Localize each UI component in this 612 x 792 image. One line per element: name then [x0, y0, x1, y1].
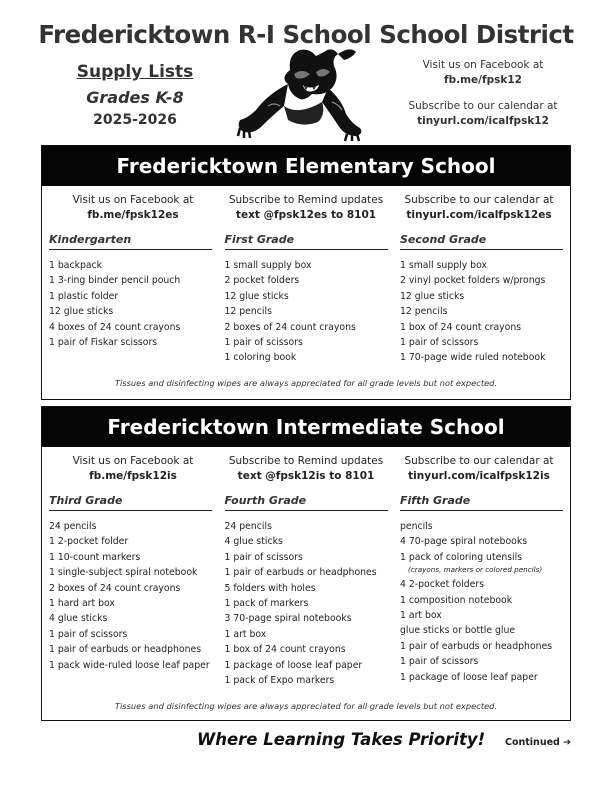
list-item: 1 coloring book [224, 352, 297, 364]
list-item: 1 composition notebook [400, 594, 513, 606]
grade-heading: First Grade [225, 233, 388, 250]
contact-text: Subscribe to Remind updates [228, 455, 384, 467]
intermediate-calendar [394, 454, 564, 484]
contact-link[interactable]: text @fpsk12es to 8101 [235, 209, 377, 221]
list-item: 1 box of 24 count crayons [400, 321, 522, 333]
list-item: 4 boxes of 24 count crayons [49, 321, 181, 333]
list-item: 1 small supply box [224, 260, 312, 271]
facebook-text: Visit us on Facebook at [422, 59, 544, 71]
list-item: 4 glue sticks [49, 613, 108, 625]
list-item: 24 pencils [224, 521, 272, 532]
kindergarten-list [49, 233, 212, 366]
elementary-school-title: Fredericktown Elementary School [42, 146, 570, 186]
list-item: 5 folders with holes [224, 582, 316, 594]
list-item-note: (crayons, markers or colored pencils) [408, 565, 543, 575]
elementary-school-section [41, 145, 571, 400]
list-item: 1 pack of coloring utensils [400, 551, 523, 563]
list-item: 12 glue sticks [224, 290, 289, 302]
list-item: 1 pack of Expo markers [224, 675, 335, 687]
facebook-link[interactable]: fb.me/fpsk12 [444, 74, 522, 86]
list-item: 1 hard art box [49, 598, 115, 610]
list-item: 1 plastic folder [49, 290, 119, 302]
list-item: 1 package of loose leaf paper [400, 671, 538, 683]
intermediate-school-title: Fredericktown Intermediate School [42, 407, 570, 447]
calendar-text: Subscribe to our calendar at [408, 100, 558, 112]
contact-link[interactable]: fb.me/fpsk12is [89, 470, 177, 482]
list-item: 2 boxes of 24 count crayons [49, 582, 181, 594]
school-year: 2025-2026 [93, 112, 177, 128]
list-item: 1 3-ring binder pencil pouch [49, 275, 181, 287]
district-contact-info [398, 58, 568, 129]
list-item: 2 boxes of 24 count crayons [224, 321, 356, 333]
grade-heading: Fourth Grade [225, 494, 388, 511]
list-item: 1 pack wide-ruled loose leaf paper [49, 659, 210, 671]
list-item: 1 pair of scissors [224, 337, 303, 349]
list-item: 4 70-page spiral notebooks [400, 536, 528, 548]
list-item: 1 pair of earbuds or headphones [224, 567, 377, 579]
list-item: 1 pair of earbuds or headphones [49, 644, 202, 656]
contact-link[interactable]: tinyurl.com/icalfpsk12is [408, 470, 550, 482]
fifth-grade-list [400, 494, 563, 688]
list-item: 12 pencils [400, 306, 448, 318]
intermediate-facebook [48, 454, 218, 484]
contact-text: Subscribe to our calendar at [404, 194, 554, 206]
list-heading [60, 62, 210, 128]
panther-mascot-logo [228, 44, 368, 142]
list-item: 12 glue sticks [400, 290, 465, 302]
list-item: 1 backpack [49, 260, 103, 271]
list-item: 1 pack of markers [224, 598, 309, 610]
contact-link[interactable]: tinyurl.com/icalfpsk12es [406, 209, 552, 221]
intermediate-remind [221, 454, 391, 484]
grade-heading: Second Grade [400, 233, 563, 250]
contact-text: Visit us on Facebook at [72, 455, 194, 467]
third-grade-list [49, 494, 212, 688]
second-grade-list [400, 233, 563, 366]
intermediate-school-section [41, 406, 571, 721]
list-item: 2 pocket folders [224, 275, 300, 287]
list-item: 1 10-count markers [49, 551, 141, 563]
contact-text: Visit us on Facebook at [72, 194, 194, 206]
continued-label: Continued ➔ [505, 737, 572, 748]
elementary-calendar [394, 193, 564, 223]
list-item: 4 2-pocket folders [400, 579, 485, 591]
list-item: 2 vinyl pocket folders w/prongs [400, 275, 546, 287]
fourth-grade-list [225, 494, 388, 688]
list-item: 24 pencils [49, 521, 97, 532]
elementary-facebook [48, 193, 218, 223]
grades-range: Grades K-8 [86, 88, 184, 107]
list-item: 1 single-subject spiral notebook [49, 567, 198, 579]
contact-text: Subscribe to Remind updates [228, 194, 384, 206]
list-item: 1 70-page wide ruled notebook [400, 352, 546, 364]
grade-heading: Third Grade [49, 494, 212, 511]
grade-heading: Fifth Grade [400, 494, 563, 511]
list-item: 12 pencils [224, 306, 272, 318]
list-item: 1 pair of scissors [224, 551, 303, 563]
elementary-remind [221, 193, 391, 223]
list-item: 12 glue sticks [49, 306, 114, 318]
intermediate-footnote: Tissues and disinfecting wipes are always appreciated for all grade levels but not expected. [114, 701, 498, 711]
list-item: 1 2-pocket folder [49, 536, 129, 548]
list-item: 1 pair of scissors [400, 656, 479, 668]
list-item: 1 pair of scissors [49, 628, 128, 640]
list-item: 1 pair of scissors [400, 337, 479, 349]
contact-link[interactable]: fb.me/fpsk12es [87, 209, 179, 221]
list-item: 1 pair of earbuds or headphones [400, 640, 553, 652]
contact-text: Subscribe to our calendar at [404, 455, 554, 467]
list-item: 1 box of 24 count crayons [224, 644, 346, 656]
list-item: 1 art box [224, 628, 267, 640]
list-item: glue sticks or bottle glue [400, 625, 516, 637]
first-grade-list [225, 233, 388, 366]
list-item: 1 pair of Fiskar scissors [49, 337, 158, 349]
tagline: Where Learning Takes Priority! [197, 730, 486, 749]
elementary-footnote: Tissues and disinfecting wipes are always appreciated for all grade levels but not expected. [114, 378, 498, 388]
calendar-link[interactable]: tinyurl.com/icalfpsk12 [417, 115, 549, 127]
supply-lists-heading: Supply Lists [76, 62, 194, 82]
district-title: Fredericktown R-I School School District [38, 20, 574, 49]
contact-link[interactable]: text @fpsk12is to 8101 [237, 470, 375, 482]
list-item: 1 small supply box [400, 260, 487, 271]
grade-heading: Kindergarten [49, 233, 212, 250]
list-item: 3 70-page spiral notebooks [224, 613, 352, 625]
list-item: pencils [400, 521, 433, 532]
list-item: 1 package of loose leaf paper [224, 659, 363, 671]
list-item: 4 glue sticks [224, 536, 283, 548]
list-item: 1 art box [400, 610, 442, 622]
